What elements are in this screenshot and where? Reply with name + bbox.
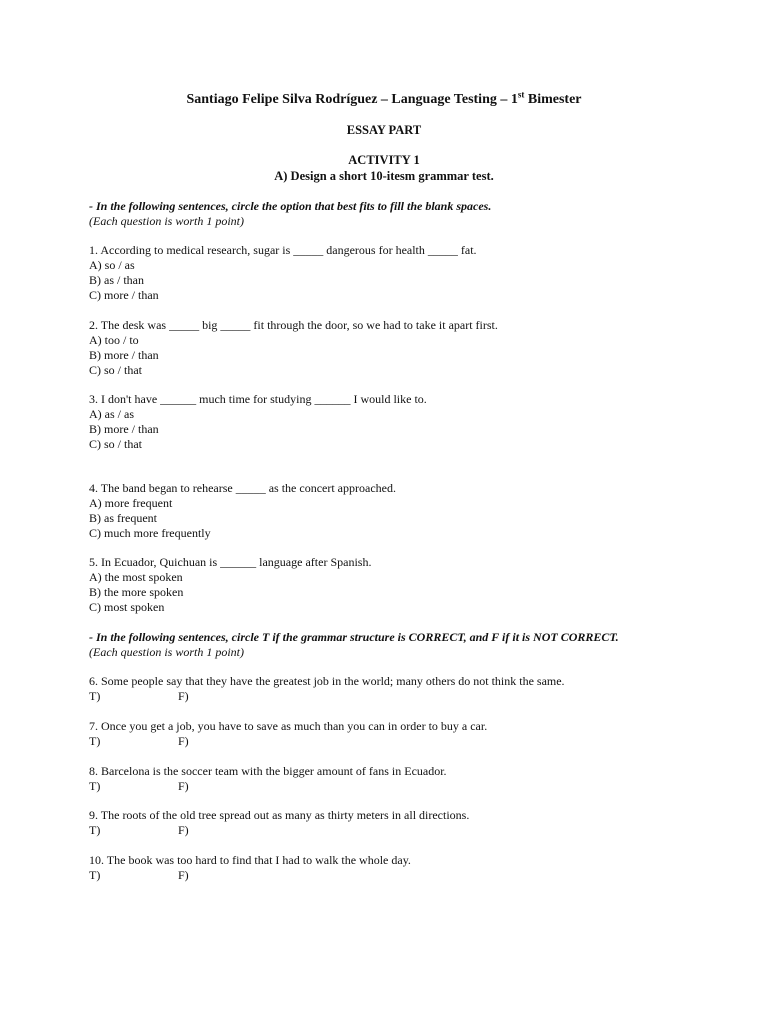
true-option[interactable]: T) xyxy=(89,868,101,882)
option-c[interactable]: C) so / that xyxy=(89,437,142,451)
option-a[interactable]: A) so / as xyxy=(89,258,135,272)
option-a[interactable]: A) as / as xyxy=(89,407,134,421)
false-option[interactable]: F) xyxy=(178,868,189,882)
activity-heading: ACTIVITY 1 xyxy=(348,153,420,167)
section1-instruction: - In the following sentences, circle the option that best fits to fill the blank spaces. xyxy=(89,199,492,213)
option-b[interactable]: B) more / than xyxy=(89,348,159,362)
title-end: Bimester xyxy=(524,92,582,107)
question-stem: 10. The book was too hard to find that I had to walk the whole day. xyxy=(89,853,411,867)
section2-instructions xyxy=(89,630,709,660)
question-stem: 9. The roots of the old tree spread out as many as thirty meters in all directions. xyxy=(89,808,470,822)
option-c[interactable]: C) so / that xyxy=(89,363,142,377)
option-a[interactable]: A) more frequent xyxy=(89,496,173,510)
option-b[interactable]: B) as / than xyxy=(89,273,144,287)
true-false-row xyxy=(89,779,689,794)
true-false-row xyxy=(89,689,689,704)
question-stem: 3. I don't have ______ much time for studying ______ I would like to. xyxy=(89,392,427,406)
activity-subheading: A) Design a short 10-itesm grammar test. xyxy=(274,169,494,183)
true-false-row xyxy=(89,823,689,838)
title-main: Santiago Felipe Silva Rodríguez – Language Testing – 1 xyxy=(186,92,518,107)
true-option[interactable]: T) xyxy=(89,823,101,837)
question-8 xyxy=(89,764,689,794)
true-option[interactable]: T) xyxy=(89,689,101,703)
option-c[interactable]: C) most spoken xyxy=(89,600,165,614)
question-6 xyxy=(89,674,689,704)
essay-part-heading: ESSAY PART xyxy=(346,123,422,137)
question-3 xyxy=(89,392,689,452)
true-option[interactable]: T) xyxy=(89,779,101,793)
question-10 xyxy=(89,853,689,883)
question-stem: 8. Barcelona is the soccer team with the bigger amount of fans in Ecuador. xyxy=(89,764,447,778)
option-b[interactable]: B) more / than xyxy=(89,422,159,436)
true-option[interactable]: T) xyxy=(89,734,101,748)
false-option[interactable]: F) xyxy=(178,689,189,703)
question-stem: 2. The desk was _____ big _____ fit through the door, so we had to take it apart first. xyxy=(89,318,498,332)
option-c[interactable]: C) much more frequently xyxy=(89,526,211,540)
false-option[interactable]: F) xyxy=(178,734,189,748)
question-1 xyxy=(89,243,689,303)
section2-worth: (Each question is worth 1 point) xyxy=(89,645,244,659)
section1-worth: (Each question is worth 1 point) xyxy=(89,214,244,228)
section2-instruction: - In the following sentences, circle T if the grammar structure is CORRECT, and F if it is NOT CORRECT. xyxy=(89,630,619,644)
false-option[interactable]: F) xyxy=(178,779,189,793)
false-option[interactable]: F) xyxy=(178,823,189,837)
question-stem: 1. According to medical research, sugar is _____ dangerous for health _____ fat. xyxy=(89,243,477,257)
document-title xyxy=(0,89,768,108)
option-b[interactable]: B) as frequent xyxy=(89,511,157,525)
question-4 xyxy=(89,481,689,541)
option-a[interactable]: A) the most spoken xyxy=(89,570,183,584)
option-c[interactable]: C) more / than xyxy=(89,288,159,302)
question-7 xyxy=(89,719,689,749)
question-stem: 4. The band began to rehearse _____ as the concert approached. xyxy=(89,481,396,495)
title-superscript: st xyxy=(517,89,525,100)
question-stem: 5. In Ecuador, Quichuan is ______ language after Spanish. xyxy=(89,555,372,569)
option-b[interactable]: B) the more spoken xyxy=(89,585,184,599)
question-stem: 6. Some people say that they have the greatest job in the world; many others do not think the same. xyxy=(89,674,565,688)
question-9 xyxy=(89,808,689,838)
question-2 xyxy=(89,318,689,378)
option-a[interactable]: A) too / to xyxy=(89,333,139,347)
question-5 xyxy=(89,555,689,615)
true-false-row xyxy=(89,734,689,749)
question-stem: 7. Once you get a job, you have to save as much than you can in order to buy a car. xyxy=(89,719,488,733)
section1-instructions xyxy=(89,199,689,229)
true-false-row xyxy=(89,868,689,883)
